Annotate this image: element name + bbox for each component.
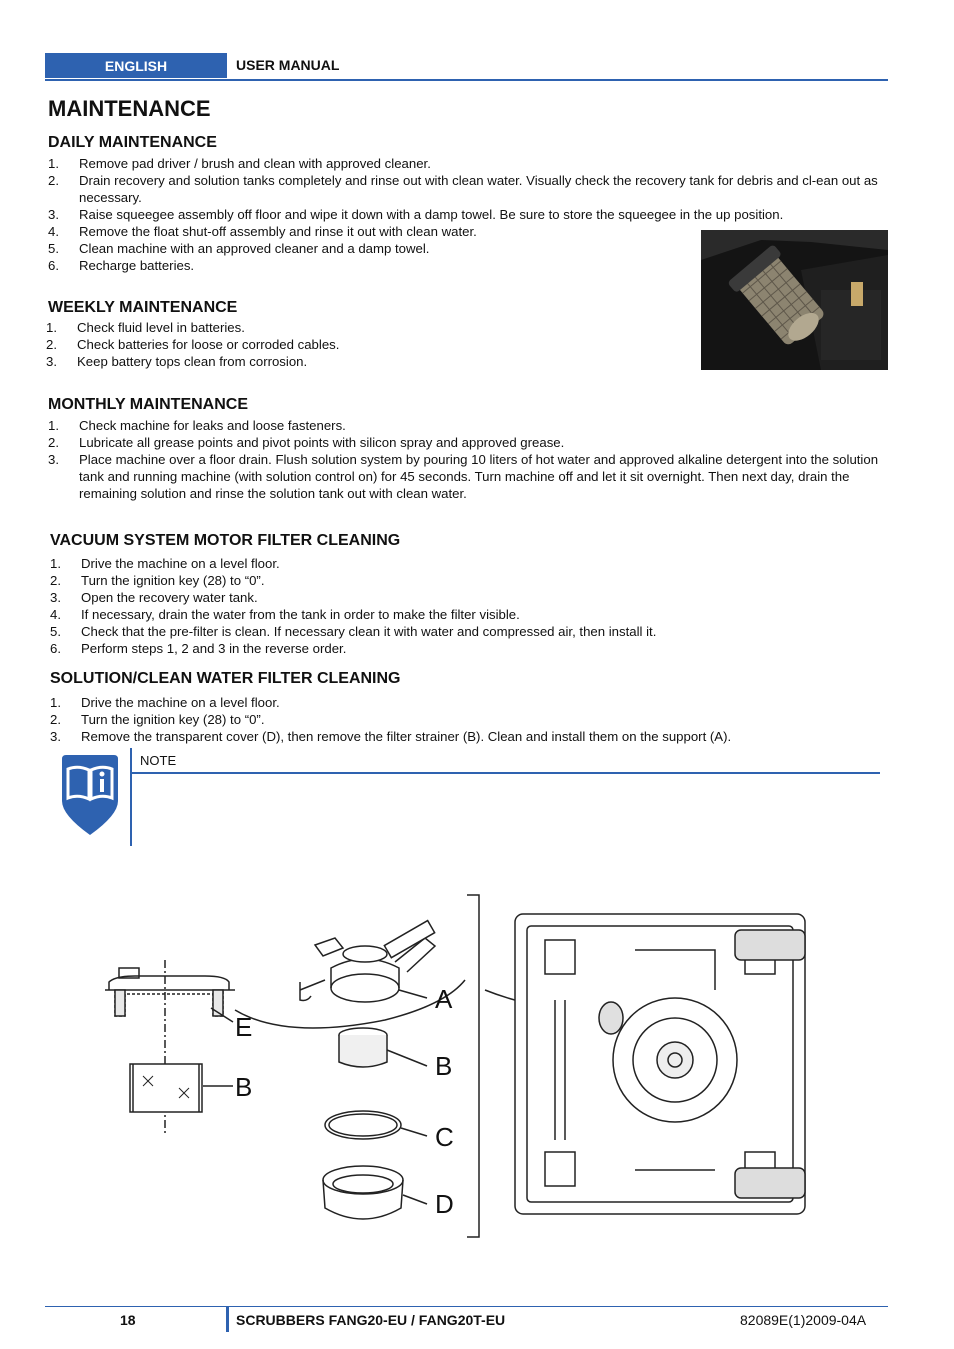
note-label: NOTE	[140, 753, 177, 768]
list-item: 1. Drive the machine on a level floor.	[50, 556, 280, 571]
note-divider-horizontal	[130, 772, 880, 774]
page-number: 18	[120, 1312, 136, 1328]
list-item: 1. Check machine for leaks and loose fasteners.	[48, 418, 346, 433]
list-item: 3. Remove the transparent cover (D), then remove the filter strainer (B). Clean and install them on the support (A).	[50, 729, 732, 744]
list-item: 6. Perform steps 1, 2 and 3 in the reverse order.	[50, 641, 347, 656]
vacuum-filter-list	[50, 555, 890, 657]
language-label: ENGLISH	[104, 57, 168, 74]
monthly-maintenance-title: MONTHLY MAINTENANCE	[48, 396, 249, 413]
list-item: 3. Open the recovery water tank.	[50, 590, 258, 605]
weekly-maintenance-list	[46, 319, 666, 370]
list-item: 4. If necessary, drain the water from the tank in order to make the filter visible.	[50, 607, 520, 622]
label-e: E	[235, 1012, 253, 1042]
list-item: 3. Raise squeegee assembly off floor and wipe it down with a damp towel. Be sure to store the squeegee in the up position.	[48, 207, 784, 222]
daily-maintenance-title: DAILY MAINTENANCE	[48, 134, 217, 151]
footer-rule	[45, 1306, 888, 1307]
weekly-maintenance-title: WEEKLY MAINTENANCE	[48, 299, 238, 316]
list-item: 3. Keep battery tops clean from corrosion.	[46, 354, 308, 369]
footer-separator	[226, 1307, 229, 1332]
solution-filter-title: SOLUTION/CLEAN WATER FILTER CLEANING	[50, 670, 401, 687]
list-item: 2. Check batteries for loose or corroded cables.	[46, 337, 340, 352]
list-item: 2. Drain recovery and solution tanks completely and rinse out with clean water. Visually check the recovery tank for debris and cl-ean out as necessary.	[48, 173, 878, 205]
list-item: 1. Check fluid level in batteries.	[46, 320, 245, 335]
list-item: 6. Recharge batteries.	[48, 258, 195, 273]
label-c: C	[435, 1122, 454, 1152]
list-item: 3. Place machine over a floor drain. Flush solution system by pouring 10 liters of hot water and approved alkaline detergent into the solution tank and running machine (with solution control on) for 45 seconds. Turn machine off and let it sit overnight. Then next day, drain the remaining solution and rinse the solution tank out with clean water.	[48, 452, 879, 501]
solution-filter-list	[50, 694, 890, 745]
label-a: A	[435, 984, 453, 1014]
list-item: 2. Turn the ignition key (28) to “0”.	[50, 712, 265, 727]
list-item: 5. Clean machine with an approved cleaner and a damp towel.	[48, 241, 430, 256]
label-d: D	[435, 1189, 454, 1219]
monthly-maintenance-list	[48, 417, 890, 502]
list-item: 2. Lubricate all grease points and pivot points with silicon spray and approved grease.	[48, 435, 565, 450]
list-item: 1. Remove pad driver / brush and clean with approved cleaner.	[48, 156, 431, 171]
document-code: 82089E(1)2009-04A	[740, 1312, 867, 1328]
label-b-detail: B	[235, 1072, 253, 1102]
manual-book-icon	[58, 755, 122, 842]
filter-exploded-figure	[95, 890, 815, 1250]
label-b: B	[435, 1051, 453, 1081]
note-divider-vertical	[130, 748, 132, 846]
list-item: 5. Check that the pre-filter is clean. If necessary clean it with water and compressed air, then install it.	[50, 624, 657, 639]
list-item: 1. Drive the machine on a level floor.	[50, 695, 280, 710]
header-rule	[45, 79, 888, 81]
float-filter-photo	[701, 230, 888, 370]
model-name: SCRUBBERS FANG20-EU / FANG20T-EU	[236, 1312, 506, 1328]
vacuum-filter-title: VACUUM SYSTEM MOTOR FILTER CLEANING	[50, 532, 401, 549]
list-item: 2. Turn the ignition key (28) to “0”.	[50, 573, 265, 588]
document-type: USER MANUAL	[236, 57, 340, 73]
language-tab	[45, 53, 227, 78]
page-title: MAINTENANCE	[48, 96, 211, 121]
list-item: 4. Remove the float shut-off assembly and rinse it out with clean water.	[48, 224, 477, 239]
